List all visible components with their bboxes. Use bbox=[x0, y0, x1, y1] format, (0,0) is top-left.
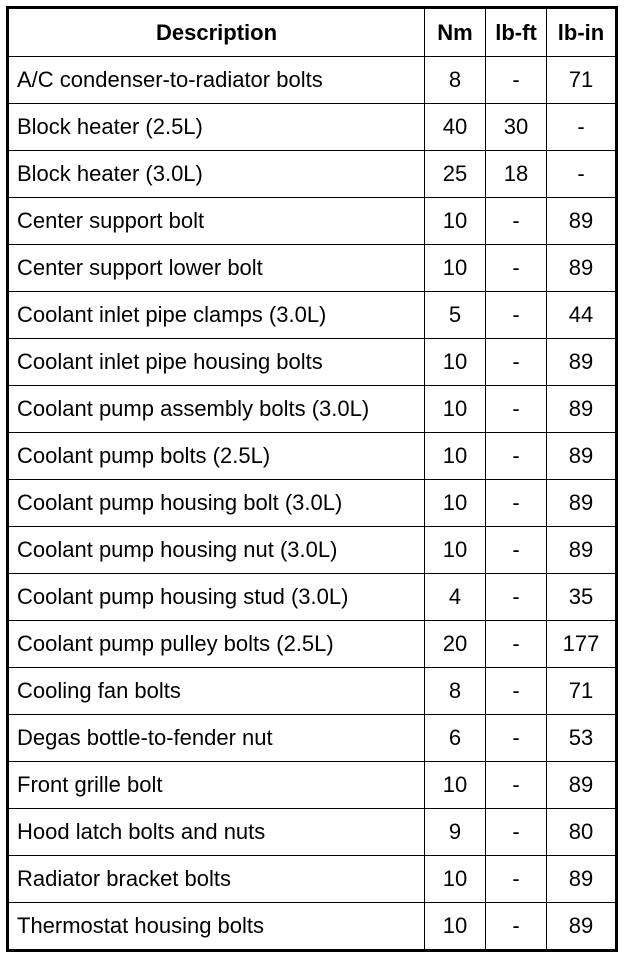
cell-lb-in: 89 bbox=[547, 386, 617, 433]
table-body bbox=[8, 57, 617, 951]
cell-description: Coolant inlet pipe clamps (3.0L) bbox=[8, 292, 425, 339]
cell-lb-in: 71 bbox=[547, 57, 617, 104]
cell-lb-ft: - bbox=[486, 715, 547, 762]
cell-description: Radiator bracket bolts bbox=[8, 856, 425, 903]
cell-lb-ft: - bbox=[486, 527, 547, 574]
table-row bbox=[8, 433, 617, 480]
cell-nm: 20 bbox=[425, 621, 486, 668]
cell-lb-in: 89 bbox=[547, 480, 617, 527]
cell-lb-ft: - bbox=[486, 621, 547, 668]
cell-nm: 10 bbox=[425, 527, 486, 574]
cell-lb-in: 80 bbox=[547, 809, 617, 856]
cell-lb-ft: 30 bbox=[486, 104, 547, 151]
cell-lb-ft: - bbox=[486, 433, 547, 480]
cell-nm: 10 bbox=[425, 245, 486, 292]
cell-lb-in: 89 bbox=[547, 762, 617, 809]
cell-description: Cooling fan bolts bbox=[8, 668, 425, 715]
cell-lb-in: 89 bbox=[547, 433, 617, 480]
cell-lb-ft: - bbox=[486, 480, 547, 527]
cell-description: Coolant inlet pipe housing bolts bbox=[8, 339, 425, 386]
header-row bbox=[8, 8, 617, 57]
cell-lb-in: 44 bbox=[547, 292, 617, 339]
cell-nm: 40 bbox=[425, 104, 486, 151]
cell-nm: 10 bbox=[425, 480, 486, 527]
cell-description: Coolant pump housing stud (3.0L) bbox=[8, 574, 425, 621]
cell-lb-in: 35 bbox=[547, 574, 617, 621]
cell-lb-ft: - bbox=[486, 856, 547, 903]
cell-nm: 10 bbox=[425, 386, 486, 433]
cell-nm: 4 bbox=[425, 574, 486, 621]
torque-spec-table bbox=[6, 6, 618, 952]
cell-description: Degas bottle-to-fender nut bbox=[8, 715, 425, 762]
cell-lb-in: 89 bbox=[547, 245, 617, 292]
table-row bbox=[8, 198, 617, 245]
cell-lb-ft: - bbox=[486, 292, 547, 339]
table-row bbox=[8, 668, 617, 715]
cell-lb-in: 89 bbox=[547, 856, 617, 903]
header-lb-ft: lb-ft bbox=[486, 8, 547, 57]
cell-lb-in: 53 bbox=[547, 715, 617, 762]
cell-nm: 5 bbox=[425, 292, 486, 339]
cell-lb-ft: - bbox=[486, 574, 547, 621]
cell-lb-ft: - bbox=[486, 809, 547, 856]
table-row bbox=[8, 715, 617, 762]
cell-lb-in: 89 bbox=[547, 339, 617, 386]
cell-lb-ft: - bbox=[486, 903, 547, 951]
cell-lb-in: 71 bbox=[547, 668, 617, 715]
cell-lb-ft: - bbox=[486, 668, 547, 715]
table-row bbox=[8, 386, 617, 433]
cell-nm: 10 bbox=[425, 198, 486, 245]
cell-description: Coolant pump pulley bolts (2.5L) bbox=[8, 621, 425, 668]
table-row bbox=[8, 574, 617, 621]
table-row bbox=[8, 527, 617, 574]
cell-description: Coolant pump bolts (2.5L) bbox=[8, 433, 425, 480]
cell-lb-ft: - bbox=[486, 762, 547, 809]
table-row bbox=[8, 104, 617, 151]
cell-lb-in: 89 bbox=[547, 527, 617, 574]
cell-nm: 10 bbox=[425, 856, 486, 903]
cell-lb-in: 177 bbox=[547, 621, 617, 668]
cell-description: Coolant pump assembly bolts (3.0L) bbox=[8, 386, 425, 433]
table-row bbox=[8, 809, 617, 856]
cell-lb-in: - bbox=[547, 104, 617, 151]
cell-nm: 8 bbox=[425, 668, 486, 715]
cell-nm: 10 bbox=[425, 339, 486, 386]
header-description: Description bbox=[8, 8, 425, 57]
table-row bbox=[8, 292, 617, 339]
table-header bbox=[8, 8, 617, 57]
cell-nm: 8 bbox=[425, 57, 486, 104]
cell-description: Front grille bolt bbox=[8, 762, 425, 809]
cell-lb-in: - bbox=[547, 151, 617, 198]
cell-description: Coolant pump housing bolt (3.0L) bbox=[8, 480, 425, 527]
table-row bbox=[8, 339, 617, 386]
cell-lb-ft: - bbox=[486, 386, 547, 433]
cell-description: A/C condenser-to-radiator bolts bbox=[8, 57, 425, 104]
cell-nm: 9 bbox=[425, 809, 486, 856]
cell-description: Block heater (3.0L) bbox=[8, 151, 425, 198]
cell-description: Center support lower bolt bbox=[8, 245, 425, 292]
header-lb-in: lb-in bbox=[547, 8, 617, 57]
cell-description: Hood latch bolts and nuts bbox=[8, 809, 425, 856]
table-row bbox=[8, 151, 617, 198]
cell-lb-ft: 18 bbox=[486, 151, 547, 198]
cell-lb-ft: - bbox=[486, 57, 547, 104]
cell-nm: 6 bbox=[425, 715, 486, 762]
cell-description: Center support bolt bbox=[8, 198, 425, 245]
header-nm: Nm bbox=[425, 8, 486, 57]
cell-nm: 25 bbox=[425, 151, 486, 198]
cell-lb-ft: - bbox=[486, 339, 547, 386]
cell-nm: 10 bbox=[425, 762, 486, 809]
cell-nm: 10 bbox=[425, 433, 486, 480]
table-row bbox=[8, 245, 617, 292]
cell-lb-in: 89 bbox=[547, 198, 617, 245]
table-row bbox=[8, 480, 617, 527]
cell-lb-ft: - bbox=[486, 245, 547, 292]
table-row bbox=[8, 57, 617, 104]
cell-description: Coolant pump housing nut (3.0L) bbox=[8, 527, 425, 574]
cell-lb-ft: - bbox=[486, 198, 547, 245]
cell-description: Thermostat housing bolts bbox=[8, 903, 425, 951]
table-row bbox=[8, 762, 617, 809]
cell-lb-in: 89 bbox=[547, 903, 617, 951]
cell-nm: 10 bbox=[425, 903, 486, 951]
table-row bbox=[8, 856, 617, 903]
table-row bbox=[8, 903, 617, 951]
cell-description: Block heater (2.5L) bbox=[8, 104, 425, 151]
table-row bbox=[8, 621, 617, 668]
